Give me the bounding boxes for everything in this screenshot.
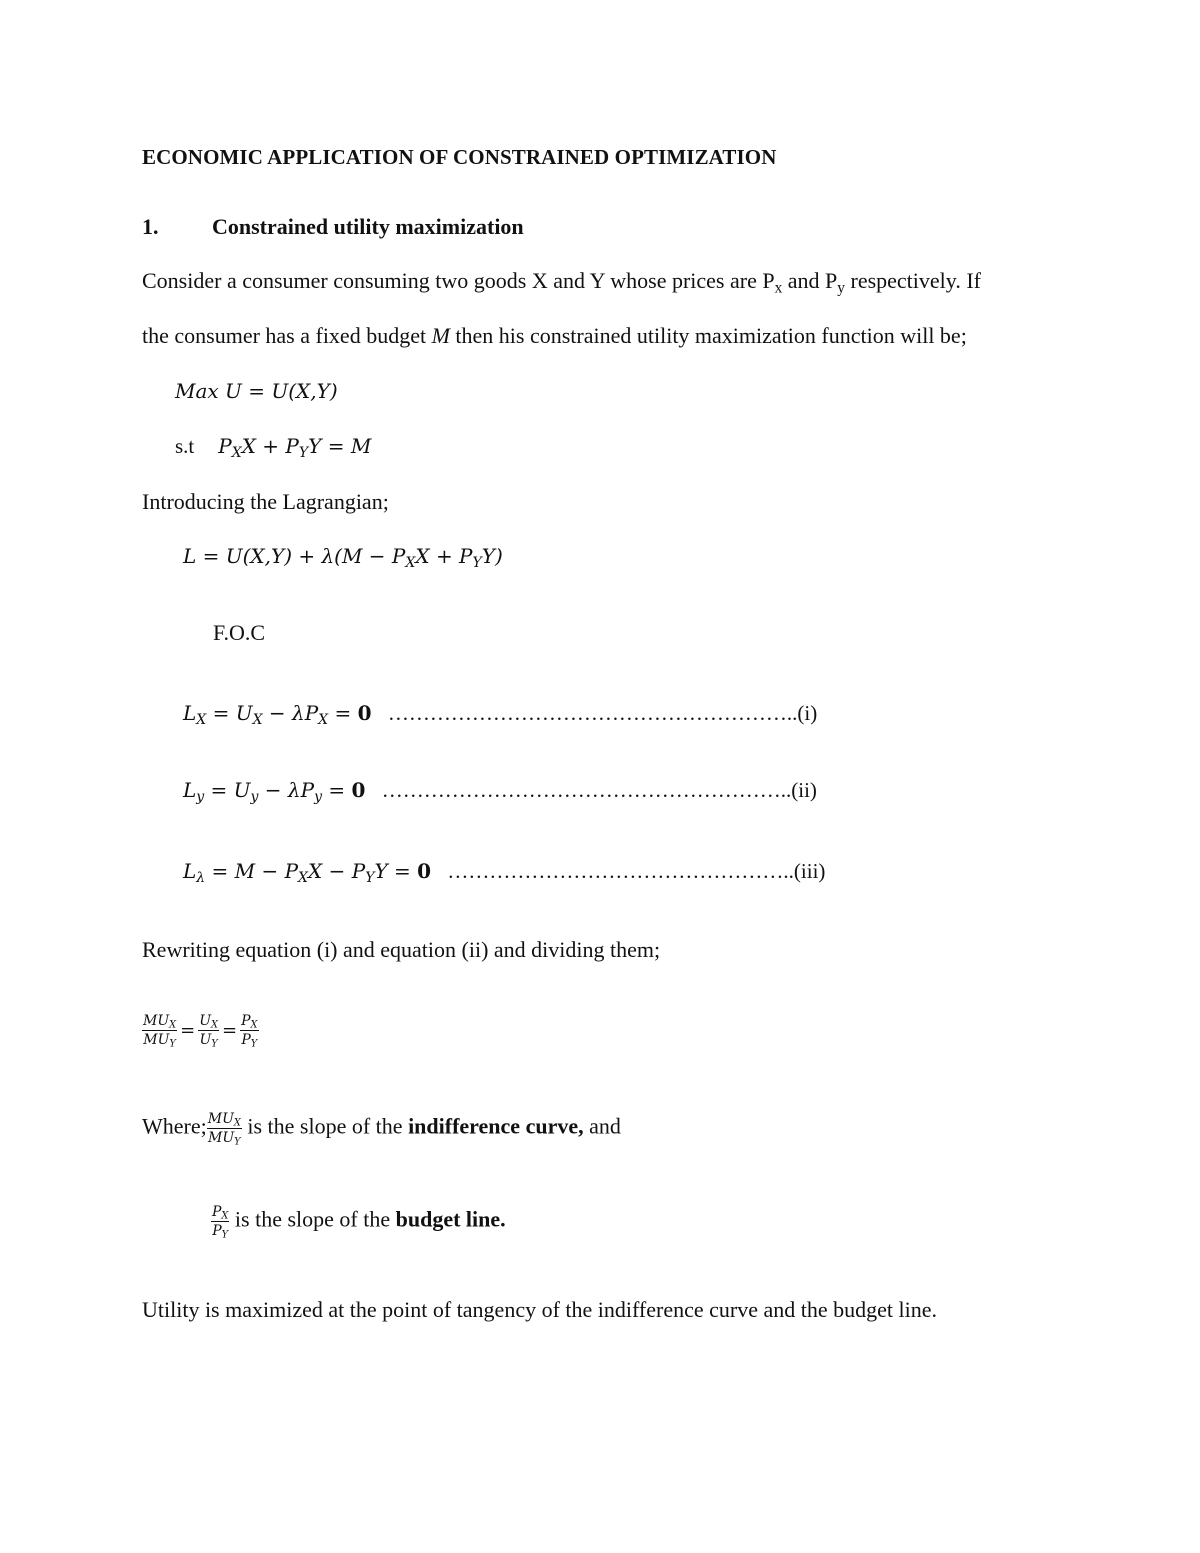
ratio-equation (142, 1012, 259, 1049)
math-symbol: L (183, 701, 197, 725)
subscript: X (221, 1210, 229, 1222)
leader-dots: ………………………………………………….. (387, 701, 798, 725)
subscript: X (196, 711, 207, 728)
math-symbol: X + (241, 434, 286, 458)
subscript: y (250, 788, 259, 805)
conclusion-text: Utility is maximized at the point of tangency of the indifference curve and the budget line. (142, 1297, 938, 1322)
intro-text: then his constrained utility maximization function will be; (449, 323, 967, 348)
subscript: x (774, 279, 783, 297)
budget-constraint (175, 433, 371, 459)
math-symbol: L (183, 859, 197, 883)
subscript: X (405, 554, 416, 571)
where-budget-line (211, 1203, 506, 1240)
math-zero: 0 (417, 859, 432, 883)
math-symbol: MU (143, 1032, 170, 1048)
math-symbol: L = U(X,Y) + λ(M − P (183, 544, 406, 568)
fraction-px-py (240, 1012, 258, 1049)
foc-equation-i (183, 700, 817, 726)
math-symbol: MU (207, 1111, 234, 1127)
fraction-mux-muy (207, 1110, 242, 1147)
section-heading (142, 214, 524, 240)
math-symbol: = M − P (205, 859, 299, 883)
lagrangian-equation (183, 543, 503, 569)
math-symbol: Y) (481, 544, 503, 568)
intro-text: the consumer has a fixed budget (142, 323, 432, 348)
subscript: y (314, 788, 322, 805)
subscript: Y (169, 1038, 176, 1050)
math-symbol: P (241, 1032, 251, 1048)
subscript: X (250, 1019, 258, 1031)
rewrite-text: Rewriting equation (i) and equation (ii) and dividing them; (142, 937, 661, 962)
where-text: and (583, 1113, 621, 1139)
objective-function: Max U = U(X,Y) (175, 379, 338, 403)
constraint-label: s.t (175, 434, 195, 458)
intro-text: respectively. If (845, 268, 982, 293)
subscript: X (318, 711, 329, 728)
subscript: Y (298, 444, 309, 461)
leader-dots: ………………………………………….. (447, 859, 794, 883)
subscript: Y (211, 1038, 218, 1050)
intro-paragraph-line-2 (142, 323, 967, 349)
math-symbol: Y = (374, 859, 418, 883)
math-symbol: MU (207, 1130, 235, 1146)
budget-symbol: M (431, 323, 450, 348)
math-symbol: P (218, 434, 232, 458)
foc-equation-ii (183, 777, 817, 803)
subscript: λ (196, 869, 206, 886)
intro-text: and P (782, 268, 838, 293)
math-symbol: = (328, 701, 358, 725)
intro-paragraph-line-1 (142, 268, 982, 297)
fraction-mux-muy (142, 1012, 177, 1049)
equals-sign: = (180, 1019, 196, 1041)
subscript: Y (234, 1136, 241, 1148)
equation-tag: ..(ii) (780, 778, 817, 802)
subscript: Y (365, 869, 375, 886)
math-symbol: = U (204, 778, 251, 802)
budget-line-term: budget line. (395, 1206, 506, 1232)
subscript: y (837, 279, 845, 297)
math-zero: 0 (357, 701, 372, 725)
subscript: Y (221, 1229, 229, 1241)
equals-sign: = (222, 1019, 238, 1041)
math-symbol: Y = M (308, 434, 372, 458)
equation-tag: (i) (797, 701, 818, 725)
where-label: Where; (142, 1113, 207, 1139)
leader-dots: ………………………………………………… (381, 778, 781, 802)
math-symbol: P (212, 1223, 222, 1239)
math-symbol: − λP (262, 701, 319, 725)
math-symbol: L (183, 778, 197, 802)
equation-tag: (iii) (793, 859, 826, 883)
math-symbol: U (199, 1013, 212, 1029)
where-text: is the slope of the (229, 1206, 396, 1232)
foc-equation-iii (183, 858, 825, 884)
lagrangian-intro: Introducing the Lagrangian; (142, 489, 389, 514)
subscript: y (196, 788, 205, 805)
fraction-ux-uy (198, 1012, 219, 1049)
indifference-curve-term: indifference curve, (408, 1113, 584, 1139)
math-symbol: = U (206, 701, 253, 725)
math-symbol: X + P (415, 544, 473, 568)
subscript: X (252, 711, 263, 728)
section-title: Constrained utility maximization (212, 214, 524, 239)
foc-label: F.O.C (213, 620, 266, 645)
fraction-px-py (211, 1203, 229, 1240)
math-symbol: − λP (258, 778, 315, 802)
math-symbol: X − P (308, 859, 366, 883)
subscript: Y (250, 1038, 258, 1050)
math-symbol: P (285, 434, 299, 458)
math-symbol: = (321, 778, 352, 802)
math-symbol: MU (143, 1013, 170, 1029)
math-zero: 0 (351, 778, 366, 802)
subscript: Y (472, 554, 482, 571)
where-indifference-line (142, 1110, 621, 1147)
document-title: ECONOMIC APPLICATION OF CONSTRAINED OPTIMIZATION (142, 145, 777, 169)
math-symbol: P (241, 1013, 251, 1029)
section-number: 1. (142, 214, 159, 239)
subscript: X (298, 869, 309, 886)
subscript: X (211, 1019, 219, 1031)
math-symbol: P (212, 1204, 222, 1220)
where-text: is the slope of the (241, 1113, 409, 1139)
subscript: X (231, 444, 242, 461)
subscript: X (233, 1117, 241, 1129)
math-symbol: U (199, 1032, 212, 1048)
intro-text: Consider a consumer consuming two goods X and Y whose prices are P (142, 268, 775, 293)
subscript: X (169, 1019, 177, 1031)
